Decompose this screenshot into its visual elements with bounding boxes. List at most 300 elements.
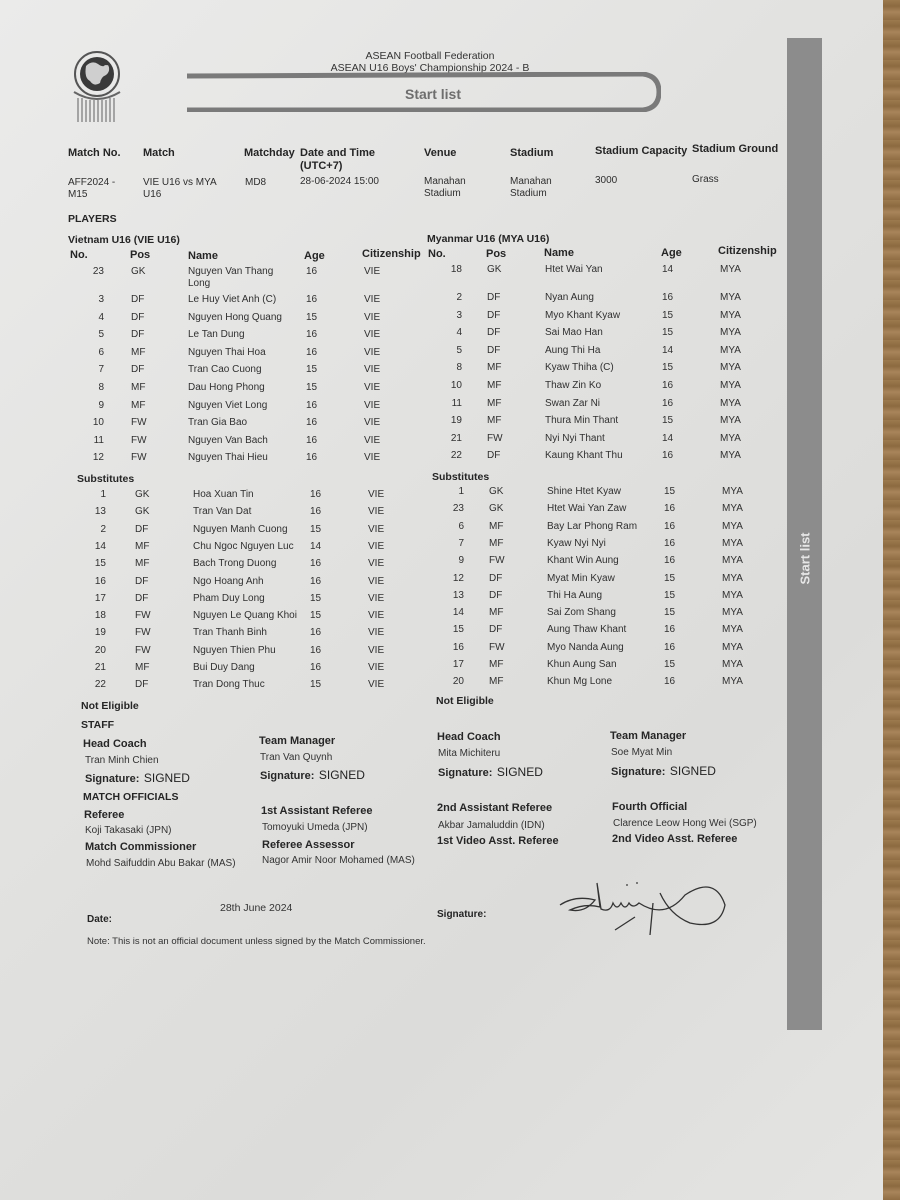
match-commissioner-label: Match Commissioner [85, 841, 197, 853]
player-citizenship: VIE [364, 329, 381, 341]
player-name: Bach Trong Duong [193, 558, 277, 570]
player-age: 16 [664, 503, 676, 515]
player-age: 15 [664, 486, 676, 497]
player-citizenship: MYA [722, 486, 743, 497]
player-position: MF [489, 607, 504, 619]
player-position: MF [489, 520, 504, 532]
player-position: DF [135, 523, 149, 535]
player-position: MF [135, 558, 150, 570]
home-team-manager-label: Team Manager [259, 735, 336, 747]
away-manager-signature: Signature: SIGNED [611, 764, 716, 778]
player-position: GK [487, 264, 502, 275]
player-position: MF [487, 397, 502, 409]
player-row [0, 433, 880, 447]
ar1-label: 1st Assistant Referee [261, 805, 373, 817]
player-position: MF [489, 659, 504, 670]
match-header: Match [143, 147, 175, 159]
player-number: 17 [94, 592, 106, 604]
player-name: Nguyen Hong Quang [188, 311, 282, 323]
player-age: 16 [306, 417, 318, 429]
player-number: 7 [98, 364, 104, 376]
player-name-continued: Long [188, 278, 211, 289]
player-position: FW [131, 434, 147, 446]
player-number: 12 [92, 452, 104, 464]
stadium-ground-header: Stadium Ground [692, 143, 779, 155]
away-col-citizenship: Citizenship [718, 245, 777, 257]
home-substitutes-label: Substitutes [77, 473, 135, 485]
player-name: Tran Dong Thuc [193, 679, 265, 691]
player-citizenship: MYA [720, 292, 741, 303]
player-position: GK [135, 489, 150, 500]
player-name: Sai Zom Shang [547, 607, 616, 619]
player-name: Myo Khant Kyaw [545, 309, 621, 321]
player-position: FW [135, 610, 151, 622]
player-position: FW [135, 644, 151, 656]
player-name: Kyaw Nyi Nyi [547, 537, 606, 549]
player-citizenship: MYA [722, 641, 743, 653]
player-position: MF [131, 346, 146, 358]
player-number: 21 [94, 662, 106, 673]
player-row [0, 362, 880, 376]
player-name: Nguyen Van Thang [188, 266, 274, 277]
player-position: GK [131, 266, 146, 277]
player-age: 16 [306, 434, 318, 446]
document-header [280, 50, 580, 74]
player-citizenship: VIE [364, 452, 381, 464]
player-name: Le Tan Dung [188, 329, 245, 341]
away-substitutes-label: Substitutes [432, 471, 490, 483]
player-age: 16 [306, 329, 318, 341]
away-col-name: Name [544, 247, 574, 259]
player-age: 15 [664, 607, 676, 619]
player-number: 17 [452, 659, 464, 670]
player-position: FW [489, 641, 505, 653]
player-age: 16 [662, 450, 674, 462]
player-age: 16 [310, 506, 322, 518]
player-age: 15 [664, 589, 676, 601]
player-number: 5 [456, 344, 462, 356]
player-position: GK [135, 506, 150, 518]
referee-name: Koji Takasaki (JPN) [85, 825, 172, 836]
ar2-label: 2nd Assistant Referee [437, 802, 553, 814]
player-citizenship: MYA [722, 537, 743, 549]
player-row [0, 521, 880, 535]
player-citizenship: VIE [368, 610, 385, 622]
player-row [0, 398, 880, 412]
player-row [0, 659, 880, 673]
player-name: Bui Duy Dang [193, 662, 255, 673]
player-number: 8 [456, 362, 462, 374]
away-head-coach-label: Head Coach [437, 731, 501, 743]
player-row [0, 538, 880, 552]
referee-assessor-label: Referee Assessor [262, 839, 355, 851]
player-name: Hoa Xuan Tin [193, 489, 254, 500]
player-name: Ngo Hoang Anh [193, 575, 264, 587]
player-age: 16 [306, 346, 318, 358]
player-citizenship: MYA [720, 432, 741, 444]
commissioner-signature-icon [555, 875, 735, 940]
player-position: DF [135, 575, 149, 587]
player-row [0, 642, 880, 656]
player-age: 16 [664, 537, 676, 549]
player-citizenship: VIE [368, 506, 385, 518]
player-name: Tran Gia Bao [188, 417, 248, 429]
player-name: Htet Wai Yan Zaw [547, 503, 627, 515]
var2-label: 2nd Video Asst. Referee [612, 833, 738, 845]
player-position: MF [135, 540, 150, 552]
away-team-manager-name: Soe Myat Min [611, 747, 673, 758]
player-age: 15 [310, 679, 322, 691]
player-number: 10 [92, 417, 104, 429]
player-position: MF [131, 382, 146, 393]
side-tab-label: Start list [797, 531, 813, 585]
player-position: MF [487, 380, 502, 391]
ground-value: Grass [692, 174, 719, 185]
player-row [0, 624, 880, 638]
stadium-value: Manahan Stadium [510, 176, 552, 199]
player-name: Tran Van Dat [193, 506, 252, 518]
player-citizenship: MYA [720, 344, 741, 356]
player-citizenship: VIE [364, 399, 381, 411]
player-age: 15 [662, 415, 674, 427]
player-age: 15 [662, 309, 674, 321]
player-position: MF [487, 415, 502, 427]
player-number: 19 [94, 627, 106, 639]
home-not-eligible-label: Not Eligible [81, 700, 139, 712]
player-name: Chu Ngoc Nguyen Luc [193, 540, 294, 552]
match-officials-label: MATCH OFFICIALS [83, 791, 179, 803]
player-name: Khun Aung San [547, 659, 617, 670]
player-position: DF [487, 309, 501, 321]
player-name: Tran Cao Cuong [188, 364, 262, 376]
player-citizenship: VIE [368, 558, 385, 570]
home-manager-signature: Signature: SIGNED [260, 768, 365, 782]
home-coach-signature: Signature: SIGNED [85, 771, 190, 785]
player-name: Myo Nanda Aung [547, 641, 624, 653]
home-col-no: No. [70, 249, 88, 261]
away-col-pos: Pos [486, 248, 507, 260]
matchday-value: MD8 [245, 177, 267, 188]
player-citizenship: MYA [720, 415, 741, 427]
player-citizenship: VIE [368, 575, 385, 587]
player-citizenship: VIE [364, 294, 381, 305]
player-citizenship: VIE [368, 627, 385, 639]
player-age: 16 [310, 575, 322, 587]
player-age: 16 [662, 397, 674, 409]
player-row [0, 450, 880, 464]
player-row [0, 607, 880, 621]
away-col-no: No. [428, 248, 446, 260]
home-col-age: Age [304, 250, 325, 262]
player-age: 15 [664, 572, 676, 584]
player-row [0, 264, 880, 278]
player-number: 11 [93, 434, 104, 446]
player-age: 16 [310, 644, 322, 656]
away-head-coach-name: Mita Michiteru [438, 748, 501, 759]
player-name: Kaung Khant Thu [545, 450, 623, 462]
player-position: DF [131, 294, 145, 305]
player-position: FW [131, 452, 147, 464]
player-name: Shine Htet Kyaw [547, 486, 621, 497]
player-name: Khant Win Aung [547, 555, 619, 567]
player-number: 14 [452, 607, 464, 619]
player-name: Myat Min Kyaw [547, 572, 615, 584]
player-citizenship: MYA [722, 503, 743, 515]
home-col-citizenship: Citizenship [362, 248, 421, 260]
player-name: Thaw Zin Ko [545, 380, 602, 391]
player-number: 1 [458, 486, 464, 497]
home-team-name: Vietnam U16 (VIE U16) [68, 234, 180, 246]
player-position: DF [489, 624, 503, 636]
player-age: 16 [310, 558, 322, 570]
player-age: 15 [664, 659, 676, 670]
player-row [0, 503, 880, 517]
player-age: 15 [310, 592, 322, 604]
player-position: DF [489, 572, 503, 584]
player-number: 6 [98, 346, 104, 358]
document-date: 28th June 2024 [220, 902, 293, 914]
player-position: MF [489, 537, 504, 549]
player-citizenship: VIE [364, 266, 381, 277]
player-position: MF [131, 399, 146, 411]
fourth-official-name: Clarence Leow Hong Wei (SGP) [613, 818, 757, 829]
player-position: DF [487, 450, 501, 462]
player-citizenship: MYA [722, 659, 743, 670]
player-age: 16 [306, 266, 318, 277]
player-citizenship: VIE [364, 346, 381, 358]
player-position: DF [487, 344, 501, 356]
player-age: 16 [664, 676, 676, 688]
player-age: 16 [310, 662, 322, 673]
player-citizenship: VIE [364, 434, 381, 446]
player-citizenship: VIE [364, 382, 381, 393]
date-time-value: 28-06-2024 15:00 [300, 176, 379, 187]
home-head-coach-name: Tran Minh Chien [85, 755, 159, 766]
player-number: 19 [450, 415, 462, 427]
player-name: Nguyen Le Quang Khoi [193, 610, 297, 622]
player-age: 16 [664, 641, 676, 653]
player-row [0, 345, 880, 359]
match-value: VIE U16 vs MYA U16 [143, 177, 217, 200]
player-citizenship: MYA [722, 520, 743, 532]
player-citizenship: MYA [720, 309, 741, 321]
player-number: 9 [458, 555, 464, 567]
player-citizenship: VIE [368, 662, 385, 673]
player-number: 3 [98, 294, 104, 305]
stadium-header: Stadium [510, 147, 554, 159]
player-age: 15 [310, 610, 322, 622]
player-name: Thi Ha Aung [547, 589, 603, 601]
player-number: 14 [94, 540, 106, 552]
player-position: GK [489, 486, 504, 497]
player-age: 16 [306, 452, 318, 464]
player-citizenship: VIE [368, 592, 385, 604]
player-position: FW [487, 432, 503, 444]
player-number: 15 [452, 624, 464, 636]
match-commissioner-name: Mohd Saifuddin Abu Bakar (MAS) [86, 858, 236, 869]
player-number: 12 [452, 572, 464, 584]
player-position: DF [131, 311, 145, 323]
ar1-name: Tomoyuki Umeda (JPN) [262, 822, 368, 833]
referee-label: Referee [84, 809, 125, 821]
player-number: 20 [452, 676, 464, 688]
matchday-header: Matchday [244, 147, 295, 159]
document-title: Start list [404, 86, 461, 102]
player-name: Aung Thaw Khant [547, 624, 627, 636]
date-time-header: Date and Time [300, 147, 375, 159]
date-label: Date: [87, 914, 113, 925]
player-age: 15 [662, 327, 674, 339]
player-age: 15 [306, 311, 318, 323]
player-citizenship: VIE [364, 417, 381, 429]
player-name: Nguyen Van Bach [188, 434, 268, 446]
organization-name: ASEAN Football Federation [365, 50, 495, 62]
player-citizenship: MYA [722, 589, 743, 601]
away-not-eligible-label: Not Eligible [436, 695, 494, 707]
player-number: 22 [94, 679, 106, 691]
player-number: 2 [456, 292, 462, 303]
away-coach-signature: Signature: SIGNED [438, 765, 543, 779]
competition-name: ASEAN U16 Boys' Championship 2024 - B [330, 62, 530, 74]
player-name: Nyan Aung [545, 292, 594, 303]
player-number: 23 [92, 266, 104, 277]
player-citizenship: MYA [720, 362, 741, 374]
player-number: 2 [100, 523, 106, 535]
player-number: 9 [98, 399, 104, 411]
player-name: Sai Mao Han [545, 327, 603, 339]
player-age: 15 [310, 523, 322, 535]
player-age: 15 [306, 382, 318, 393]
players-section-label: PLAYERS [68, 213, 117, 225]
player-row [0, 327, 880, 341]
player-position: DF [487, 292, 501, 303]
player-name: Dau Hong Phong [188, 382, 265, 393]
player-citizenship: VIE [364, 311, 381, 323]
player-row [0, 486, 880, 500]
player-age: 16 [306, 294, 318, 305]
player-citizenship: VIE [368, 489, 385, 500]
player-position: DF [487, 327, 501, 339]
player-name: Aung Thi Ha [545, 344, 601, 356]
player-row [0, 292, 880, 306]
player-citizenship: MYA [720, 264, 741, 275]
player-citizenship: MYA [720, 397, 741, 409]
player-number: 3 [456, 309, 462, 321]
player-citizenship: VIE [368, 679, 385, 691]
player-citizenship: MYA [722, 624, 743, 636]
player-citizenship: VIE [364, 364, 381, 376]
stadium-capacity-header: Stadium Capacity [595, 145, 688, 157]
venue-header: Venue [424, 147, 457, 159]
player-number: 22 [450, 450, 462, 462]
player-position: FW [135, 627, 151, 639]
player-name: Nguyen Thien Phu [193, 644, 276, 656]
referee-assessor-name: Nagor Amir Noor Mohamed (MAS) [262, 855, 415, 866]
player-position: FW [131, 417, 147, 429]
staff-section-label: STAFF [81, 719, 115, 731]
player-number: 18 [450, 264, 462, 275]
player-row [0, 415, 880, 429]
player-number: 5 [98, 329, 104, 341]
player-citizenship: MYA [722, 572, 743, 584]
player-age: 14 [662, 264, 674, 275]
player-row [0, 573, 880, 587]
player-number: 7 [458, 537, 464, 549]
player-name: Bay Lar Phong Ram [547, 520, 638, 532]
player-position: MF [487, 362, 502, 374]
home-col-name: Name [188, 250, 218, 262]
player-name: Swan Zar Ni [545, 397, 601, 409]
player-age: 16 [662, 292, 674, 303]
away-team-name: Myanmar U16 (MYA U16) [427, 233, 550, 245]
player-number: 16 [452, 641, 464, 653]
player-row [0, 676, 880, 690]
fourth-official-label: Fourth Official [612, 801, 688, 813]
player-age: 15 [662, 362, 674, 374]
home-col-pos: Pos [130, 249, 151, 261]
player-name: Nguyen Thai Hoa [188, 346, 266, 358]
player-position: FW [489, 555, 505, 567]
player-age: 16 [664, 624, 676, 636]
player-name: Tran Thanh Binh [193, 627, 267, 639]
footer-note: Note: This is not an official document unless signed by the Match Commissioner. [87, 936, 426, 947]
player-citizenship: MYA [722, 555, 743, 567]
player-number: 6 [458, 520, 464, 532]
player-number: 13 [452, 589, 464, 601]
player-number: 8 [98, 382, 104, 393]
player-name: Thura Min Thant [545, 415, 619, 427]
home-team-manager-name: Tran Van Quynh [260, 752, 333, 763]
player-name: Htet Wai Yan [545, 264, 603, 275]
wooden-table-background [880, 0, 900, 1200]
player-name: Nguyen Viet Long [188, 399, 268, 411]
player-citizenship: MYA [722, 676, 743, 688]
player-name: Kyaw Thiha (C) [545, 362, 614, 374]
match-no-header: Match No. [68, 147, 121, 159]
player-position: DF [489, 589, 503, 601]
player-number: 16 [94, 575, 106, 587]
player-position: MF [489, 676, 504, 688]
var1-label: 1st Video Asst. Referee [437, 835, 559, 847]
player-name: Khun Mg Lone [547, 676, 613, 688]
player-citizenship: MYA [720, 327, 741, 339]
player-row [0, 555, 880, 569]
player-row [0, 310, 880, 324]
player-number: 23 [452, 503, 464, 515]
player-name: Le Huy Viet Anh (C) [188, 294, 277, 305]
away-col-age: Age [661, 247, 682, 259]
player-row [0, 380, 880, 394]
player-age: 16 [664, 555, 676, 567]
player-number: 10 [450, 380, 462, 391]
player-row [0, 590, 880, 604]
player-position: DF [135, 592, 149, 604]
match-no-value: AFF2024 - M15 [68, 177, 116, 200]
player-age: 14 [662, 432, 674, 444]
player-number: 1 [100, 489, 106, 500]
player-age: 16 [662, 380, 674, 391]
capacity-value: 3000 [595, 175, 618, 186]
player-age: 16 [664, 520, 676, 532]
player-citizenship: MYA [722, 607, 743, 619]
aff-globe-logo-icon [66, 48, 128, 124]
player-number: 15 [94, 558, 106, 570]
date-time-tz-header: (UTC+7) [300, 160, 343, 172]
player-age: 15 [306, 364, 318, 376]
player-position: DF [131, 364, 145, 376]
player-citizenship: VIE [368, 644, 385, 656]
player-age: 16 [310, 627, 322, 639]
